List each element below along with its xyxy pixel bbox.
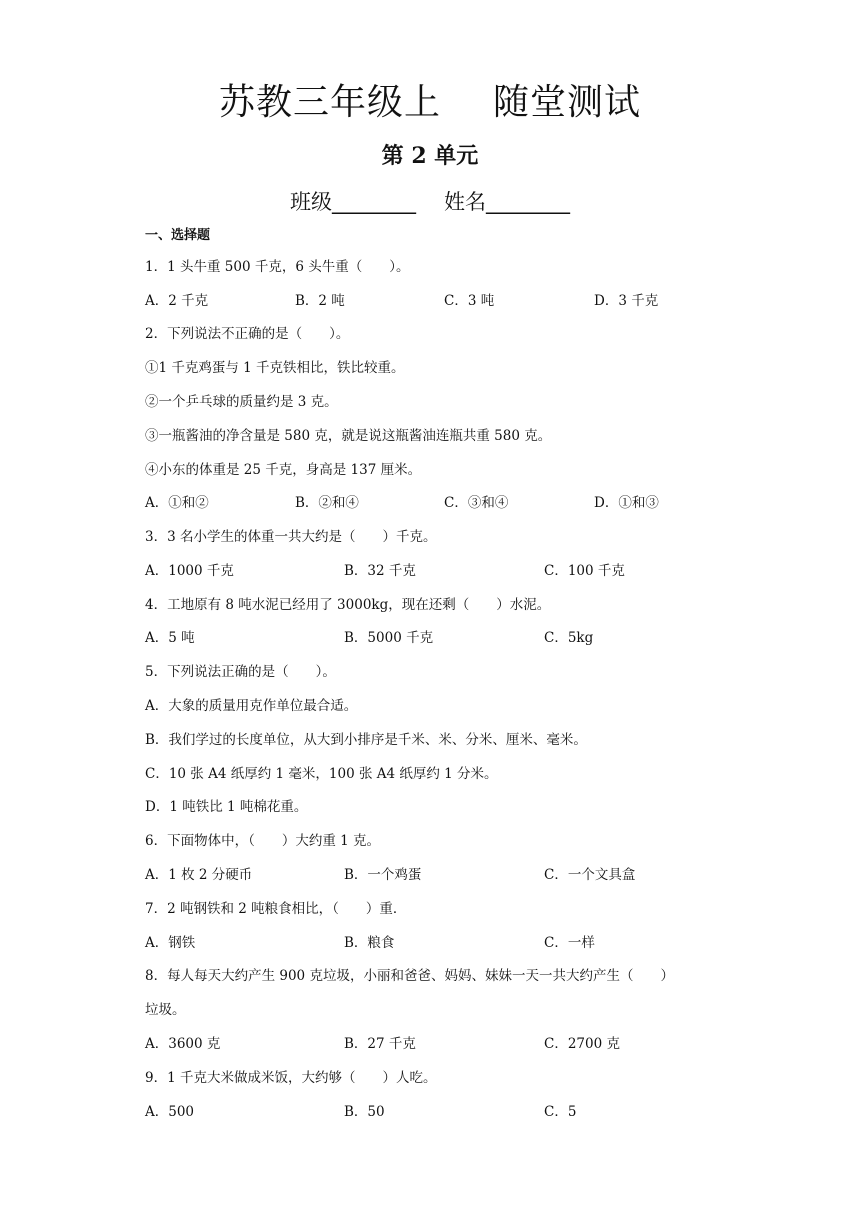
q2-option-d: D．①和③ [594, 495, 659, 511]
q5-option-a: A．大象的质量用克作单位最合适。 [145, 698, 358, 714]
name-field: 姓名________ [444, 190, 570, 214]
q3-option-c: C．100 千克 [544, 563, 625, 579]
q6-option-a: A．1 枚 2 分硬币 [145, 867, 253, 883]
question-8-stem: 8．每人每天大约产生 900 克垃圾，小丽和爸爸、妈妈、妹妹一天一共大约产生（ ） [145, 968, 674, 984]
q2-option-b: B．②和④ [295, 495, 359, 511]
q8-option-a: A．3600 克 [145, 1036, 221, 1052]
q1-option-a: A．2 千克 [145, 293, 209, 309]
q4-option-c: C．5kg [544, 630, 594, 646]
q4-option-b: B．5000 千克 [344, 630, 434, 646]
q3-option-a: A．1000 千克 [145, 563, 234, 579]
q7-option-c: C．一样 [544, 935, 595, 951]
q1-option-d: D．3 千克 [594, 293, 659, 309]
q6-option-c: C．一个文具盒 [544, 867, 636, 883]
q9-option-a: A．500 [145, 1104, 195, 1120]
title-right: 随堂测试 [493, 82, 642, 123]
q7-option-a: A．钢铁 [145, 935, 196, 951]
q8-option-b: B．27 千克 [344, 1036, 416, 1052]
q2-option-c: C．③和④ [444, 495, 509, 511]
question-3-stem: 3．3 名小学生的体重一共大约是（ ）千克。 [145, 529, 437, 545]
q5-option-d: D．1 吨铁比 1 吨棉花重。 [145, 799, 308, 815]
title-left: 苏教三年级上 [218, 82, 441, 123]
q7-option-b: B．粮食 [344, 935, 395, 951]
q5-option-c: C．10 张 A4 纸厚约 1 毫米，100 张 A4 纸厚约 1 分米。 [145, 766, 498, 782]
q4-option-a: A．5 吨 [145, 630, 195, 646]
student-info-line [0, 186, 860, 216]
page-title [0, 74, 860, 125]
question-9-stem: 9．1 千克大米做成米饭，大约够（ ）人吃。 [145, 1070, 437, 1086]
question-8-stem-continued: 垃圾。 [145, 1002, 186, 1018]
question-5-stem: 5．下列说法正确的是（ ）。 [145, 664, 336, 680]
q1-option-c: C．3 吨 [444, 293, 495, 309]
question-4-stem: 4．工地原有 8 吨水泥已经用了 3000kg，现在还剩（ ）水泥。 [145, 597, 551, 613]
q2-option-a: A．①和② [145, 495, 209, 511]
q3-option-b: B．32 千克 [344, 563, 416, 579]
q6-option-b: B．一个鸡蛋 [344, 867, 422, 883]
q5-option-b: B．我们学过的长度单位，从大到小排序是千米、米、分米、厘米、毫米。 [145, 732, 587, 748]
question-2-stem: 2．下列说法不正确的是（ ）。 [145, 326, 350, 342]
q8-option-c: C．2700 克 [544, 1036, 620, 1052]
q2-statement-3: ③一瓶酱油的净含量是 580 克，就是说这瓶酱油连瓶共重 580 克。 [145, 428, 552, 444]
question-7-stem: 7．2 吨钢铁和 2 吨粮食相比，（ ）重． [145, 901, 407, 917]
question-1-stem: 1．1 头牛重 500 千克，6 头牛重（ ）。 [145, 259, 410, 275]
unit-subtitle: 第 2 单元 [381, 143, 479, 169]
q9-option-c: C．5 [544, 1104, 577, 1120]
q2-statement-2: ②一个乒乓球的质量约是 3 克。 [145, 394, 338, 410]
question-6-stem: 6．下面物体中，（ ）大约重 1 克。 [145, 833, 381, 849]
q9-option-b: B．50 [344, 1104, 385, 1120]
class-field: 班级________ [290, 190, 416, 214]
section-heading: 一、选择题 [145, 228, 211, 243]
q1-option-b: B．2 吨 [295, 293, 345, 309]
q2-statement-4: ④小东的体重是 25 千克，身高是 137 厘米。 [145, 462, 422, 478]
q2-statement-1: ①1 千克鸡蛋与 1 千克铁相比，铁比较重。 [145, 360, 405, 376]
